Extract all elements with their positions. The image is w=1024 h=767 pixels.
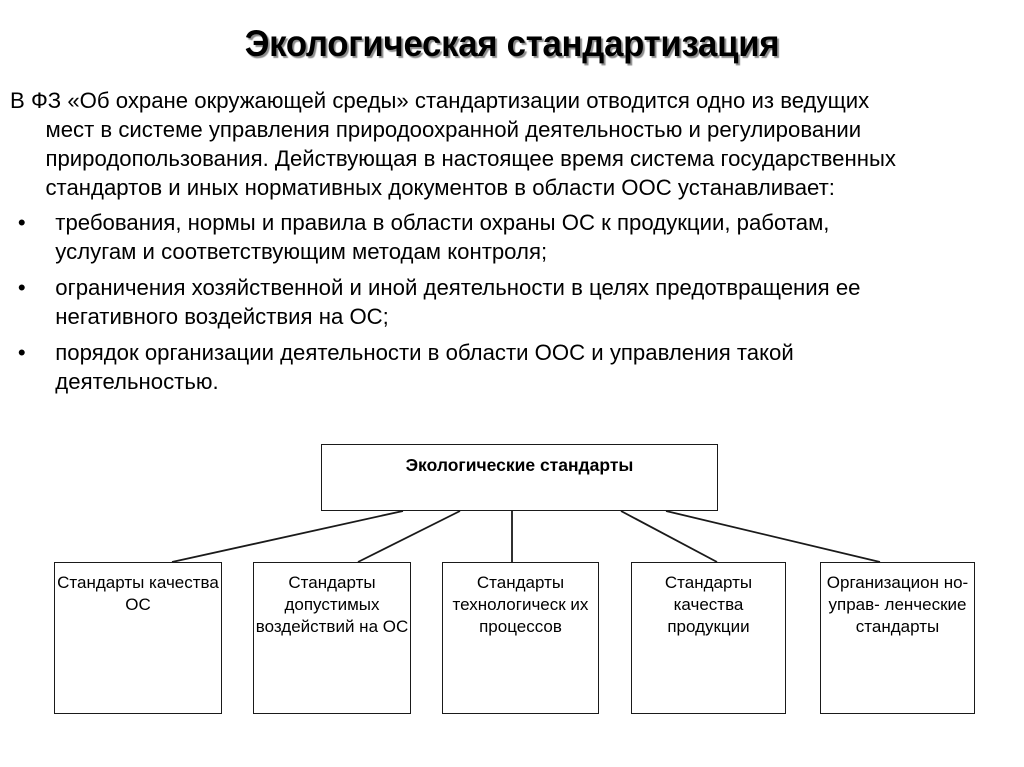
bullet-marker-icon: • [17, 210, 26, 235]
diagram-node-label: Стандарты качества продукции [664, 573, 753, 636]
diagram-node-label: Стандарты технологическ их процессов [452, 573, 589, 636]
list-item-label: требования, нормы и правила в области охраны ОС к продукции, работам, услугам и соответствующим методам контроля; [55, 210, 830, 264]
diagram-node-process-standards[interactable] [442, 562, 599, 714]
connector-line-1 [172, 511, 403, 562]
requirements-bullet-list [10, 208, 910, 396]
diagram-node-organizational-standards[interactable] [820, 562, 975, 714]
diagram-node-permissible-impact-standards[interactable] [253, 562, 411, 714]
list-item [10, 208, 897, 266]
list-item [10, 338, 897, 396]
bullet-marker-icon: • [17, 340, 26, 365]
list-item-label: ограничения хозяйственной и иной деятельности в целях предотвращения ее негативного воздействия на ОС; [55, 275, 861, 329]
diagram-node-root[interactable] [321, 444, 718, 511]
connector-line-5 [666, 511, 880, 562]
connector-line-2 [358, 511, 460, 562]
list-item [10, 273, 897, 331]
diagram-node-label: Стандарты допустимых воздействий на ОС [255, 573, 409, 636]
bullet-marker-icon: • [17, 275, 26, 300]
diagram-node-label: Организацион но-управ- ленческие стандарты [826, 573, 969, 636]
diagram-node-quality-standards[interactable] [54, 562, 222, 714]
list-item-label: порядок организации деятельности в области ООС и управления такой деятельностью. [55, 340, 794, 394]
diagram-node-label: Экологические стандарты [405, 455, 634, 475]
diagram-node-label: Стандарты качества ОС [57, 573, 219, 614]
connector-line-4 [621, 511, 717, 562]
hierarchy-diagram [0, 430, 1024, 730]
page-title: Экологическая стандартизация [244, 23, 780, 64]
intro-paragraph: В ФЗ «Об охране окружающей среды» стандартизации отводится одно из ведущих мест в системе управления природоохранной деятельностью и регулировании природопользования. Действующая в настоящее время система государственных стандартов и иных нормативных документов в области ООС устанавливает: [10, 88, 897, 200]
body-text-block [10, 86, 910, 403]
diagram-node-product-quality-standards[interactable] [631, 562, 786, 714]
